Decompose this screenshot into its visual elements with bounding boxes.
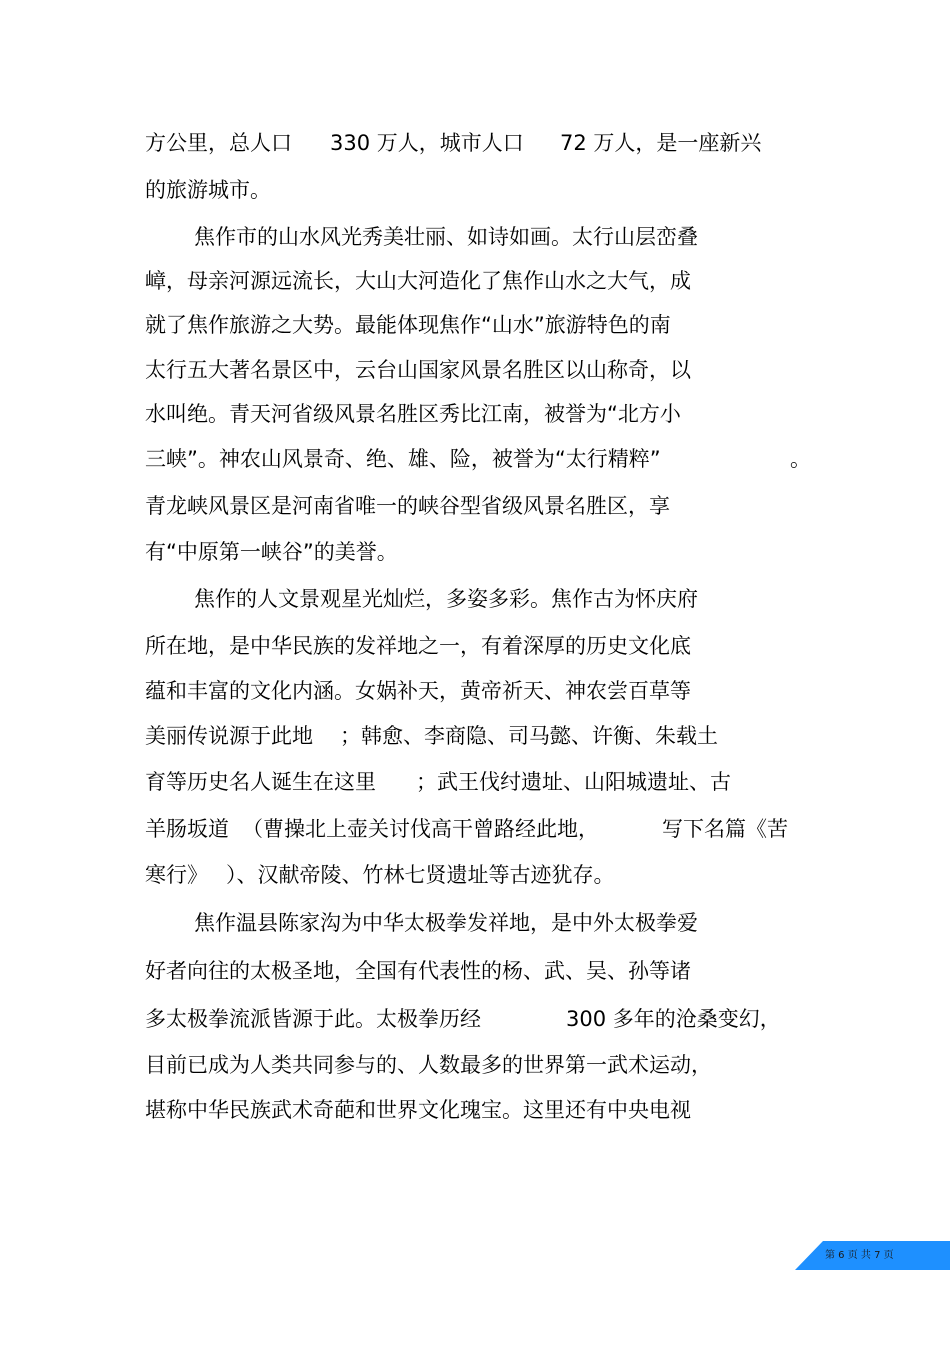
text-segment: ；武王伐纣遗址、山阳城遗址、古 <box>416 770 731 794</box>
text-segment: 目前已成为人类共同参与的、人数最多的世界第一武术运动， <box>145 1053 712 1077</box>
text-segment: 72 万人，是一座新兴 <box>560 131 762 155</box>
text-segment: 焦作温县陈家沟为中华太极拳发祥地，是中外太极拳爱 <box>194 911 698 935</box>
text-segment: 所在地，是中华民族的发祥地之一，有着深厚的历史文化底 <box>145 634 691 658</box>
text-segment: 蕴和丰富的文化内涵。女娲补天，黄帝祈天、神农尝百草等 <box>145 679 691 703</box>
page-number-label: 第 6 页 共 7 页 <box>825 1250 894 1261</box>
text-segment: 美丽传说源于此地 <box>145 724 313 748</box>
text-segment: 羊肠坂道 <box>145 817 229 841</box>
text-segment: 好者向往的太极圣地，全国有代表性的杨、武、吴、孙等诸 <box>145 959 691 983</box>
text-segment: 寒行》 <box>145 863 208 887</box>
text-segment: 嶂，母亲河源远流长，大山大河造化了焦作山水之大气，成 <box>145 269 691 293</box>
text-segment: 300 多年的沧桑变幻， <box>566 1007 781 1031</box>
text-segment: 水叫绝。青天河省级风景名胜区秀比江南，被誉为“北方小 <box>145 402 681 426</box>
text-segment: 就了焦作旅游之大势。最能体现焦作“山水”旅游特色的南 <box>145 313 671 337</box>
text-segment: ；韩愈、李商隐、司马懿、许衡、朱载土 <box>340 724 718 748</box>
text-segment: 太行五大著名景区中，云台山国家风景名胜区以山称奇，以 <box>145 358 691 382</box>
text-segment: 青龙峡风景区是河南省唯一的峡谷型省级风景名胜区，享 <box>145 494 670 518</box>
text-segment: 写下名篇《苦 <box>662 817 788 841</box>
text-segment: ）、汉献帝陵、竹林七贤遗址等古迹犹存。 <box>226 863 615 887</box>
text-segment: （曹操北上壶关讨伐高干曾路经此地， <box>242 817 599 841</box>
text-segment: 多太极拳流派皆源于此。太极拳历经 <box>145 1007 481 1031</box>
text-segment: 方公里，总人口 <box>145 131 292 155</box>
text-segment: 焦作市的山水风光秀美壮丽、如诗如画。太行山层峦叠 <box>194 225 698 249</box>
text-segment: 堪称中华民族武术奇葩和世界文化瑰宝。这里还有中央电视 <box>145 1098 691 1122</box>
text-segment: 焦作的人文景观星光灿烂，多姿多彩。焦作古为怀庆府 <box>194 587 698 611</box>
text-segment: 330 万人，城市人口 <box>330 131 524 155</box>
text-segment: 的旅游城市。 <box>145 178 271 202</box>
page-number-band <box>795 1241 950 1270</box>
text-segment: 育等历史名人诞生在这里 <box>145 770 376 794</box>
text-segment: 。 <box>790 447 811 471</box>
text-segment: 有“中原第一峡谷”的美誉。 <box>145 540 398 564</box>
text-segment: 三峡”。神农山风景奇、绝、雄、险，被誉为“太行精粹” <box>145 447 661 471</box>
